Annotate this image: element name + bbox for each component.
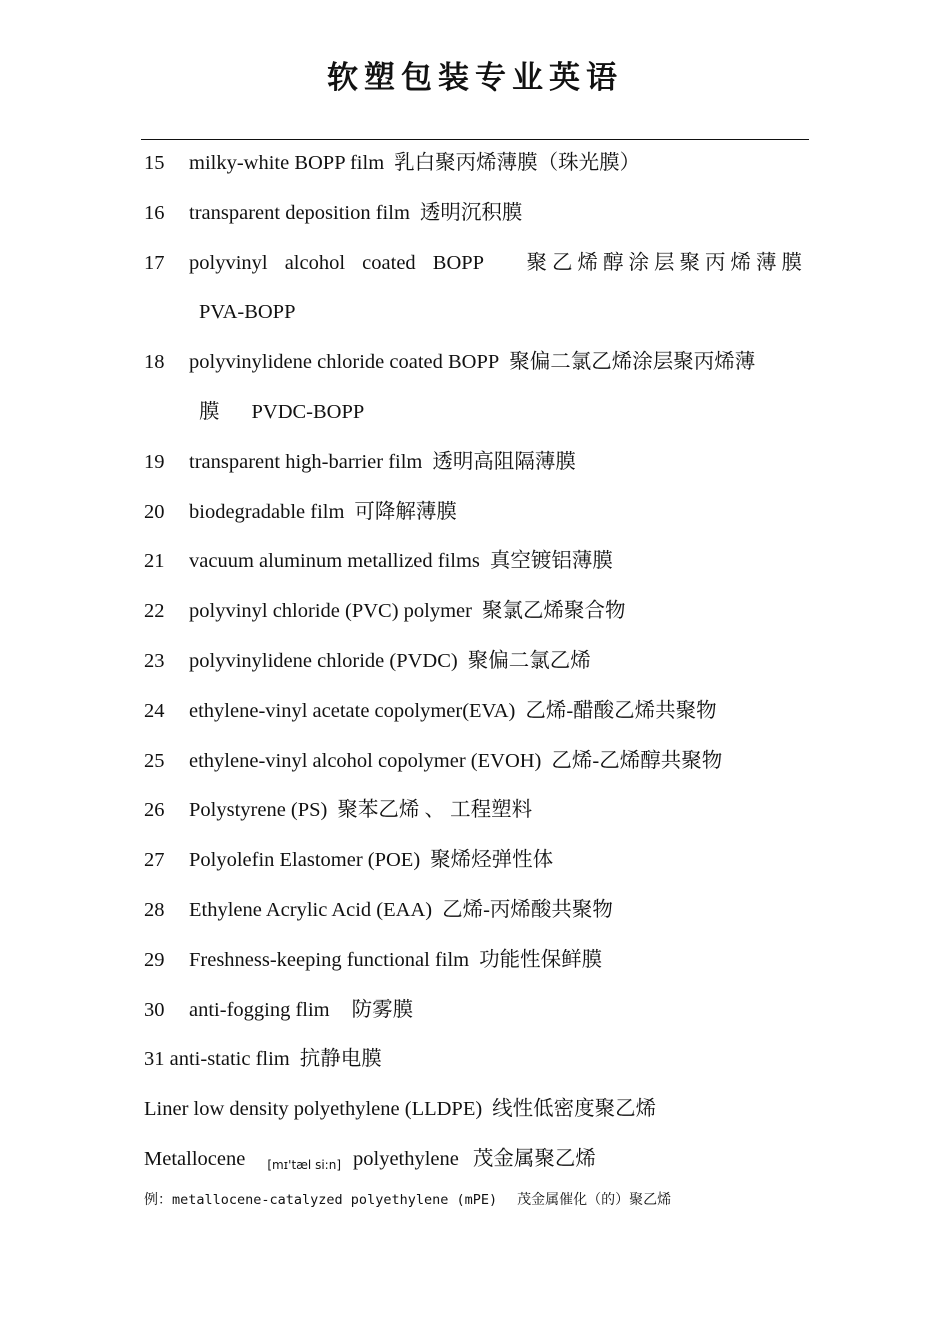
english-term: transparent deposition film: [189, 202, 410, 224]
english-term: polyvinyl chloride (PVC) polymer: [189, 600, 472, 622]
abbreviation: PVA-BOPP: [199, 301, 296, 323]
phonetic-transcription: [mɪ'tæl si:n]: [267, 1158, 341, 1172]
entry-number: 26: [144, 799, 165, 821]
english-term: polyvinylidene chloride coated BOPP: [189, 351, 500, 373]
chinese-term: 透明沉积膜: [419, 202, 523, 224]
english-term: Polystyrene (PS): [189, 799, 328, 821]
term-entry-lldpe: [144, 1094, 809, 1124]
chinese-term: 聚苯乙烯 、 工程塑料: [337, 799, 533, 821]
english-term: 31 anti-static flim: [144, 1048, 290, 1070]
example-english: metallocene-catalyzed polyethylene (mPE): [172, 1192, 498, 1208]
term-entry-23: [144, 646, 809, 676]
chinese-term: 乳白聚丙烯薄膜（珠光膜）: [394, 152, 641, 174]
entry-number: 21: [144, 550, 165, 572]
chinese-term: 乙烯-醋酸乙烯共聚物: [525, 700, 717, 722]
chinese-term: 聚偏二氯乙烯: [467, 650, 591, 672]
entry-number: 24: [144, 700, 165, 722]
english-term: Polyolefin Elastomer (POE): [189, 849, 421, 871]
entry-number: 22: [144, 600, 165, 622]
title-divider: [141, 139, 809, 140]
entry-number: 16: [144, 202, 165, 224]
chinese-term: 聚偏二氯乙烯涂层聚丙烯薄: [509, 351, 756, 373]
entry-number: 20: [144, 501, 165, 523]
chinese-term: 透明高阻隔薄膜: [432, 451, 576, 473]
example-prefix: 例：: [144, 1192, 172, 1208]
term-entry-19: [144, 447, 809, 477]
term-entry-17: [144, 248, 809, 278]
chinese-term: 乙烯-丙烯酸共聚物: [442, 899, 613, 921]
english-term: milky-white BOPP film: [189, 152, 385, 174]
chinese-term: 可降解薄膜: [354, 501, 457, 523]
chinese-term: 抗静电膜: [299, 1048, 382, 1070]
term-entry-17-continuation: [144, 297, 864, 327]
entry-number: 23: [144, 650, 165, 672]
example-note: [144, 1188, 671, 1212]
english-term-suffix: polyethylene: [353, 1148, 459, 1170]
english-term: Liner low density polyethylene (LLDPE): [144, 1098, 483, 1120]
term-entry-18: [144, 347, 809, 377]
chinese-term: 真空镀铝薄膜: [489, 550, 613, 572]
term-entry-21: [144, 546, 809, 576]
english-term: biodegradable film: [189, 501, 345, 523]
example-chinese: 茂金属催化（的）聚乙烯: [517, 1192, 672, 1208]
english-term: Ethylene Acrylic Acid (EAA): [189, 899, 433, 921]
english-term: anti-fogging flim: [189, 999, 330, 1021]
chinese-term: 功能性保鲜膜: [479, 949, 603, 971]
english-term: polyvinyl alcohol coated BOPP: [189, 252, 485, 274]
english-term: ethylene-vinyl alcohol copolymer (EVOH): [189, 750, 542, 772]
chinese-term: 防雾膜: [351, 999, 414, 1021]
english-term: Freshness-keeping functional film: [189, 949, 470, 971]
term-entry-20: [144, 497, 809, 527]
chinese-term: 茂金属聚乙烯: [472, 1148, 596, 1170]
english-term: ethylene-vinyl acetate copolymer(EVA): [189, 700, 516, 722]
term-entry-28: [144, 895, 809, 925]
term-entry-22: [144, 596, 809, 626]
term-entry-31: [144, 1044, 809, 1074]
chinese-term: 乙烯-乙烯醇共聚物: [551, 750, 723, 772]
abbreviation: PVDC-BOPP: [251, 401, 365, 423]
term-entry-25: [144, 746, 809, 776]
entry-number: 29: [144, 949, 165, 971]
term-entry-30: [144, 995, 809, 1025]
term-entry-26: [144, 795, 809, 825]
term-entry-metallocene: [144, 1144, 809, 1176]
entry-number: 25: [144, 750, 165, 772]
entry-number: 18: [144, 351, 165, 373]
term-entry-29: [144, 945, 809, 975]
term-entry-18-continuation: [144, 397, 864, 427]
chinese-term: 聚氯乙烯聚合物: [481, 600, 626, 622]
english-term: Metallocene: [144, 1148, 246, 1170]
entry-number: 19: [144, 451, 165, 473]
chinese-term: 聚乙烯醇涂层聚丙烯薄膜: [526, 252, 807, 274]
entry-number: 28: [144, 899, 165, 921]
term-entry-15: [144, 148, 809, 178]
chinese-term: 聚烯烃弹性体: [430, 849, 554, 871]
entry-number: 30: [144, 999, 165, 1021]
entry-number: 27: [144, 849, 165, 871]
english-term: transparent high-barrier film: [189, 451, 423, 473]
chinese-term-continuation: 膜: [199, 401, 220, 423]
page-title: 软塑包装专业英语: [327, 60, 623, 96]
chinese-term: 线性低密度聚乙烯: [492, 1098, 657, 1120]
term-entry-16: [144, 198, 809, 228]
term-entry-27: [144, 845, 809, 875]
entry-number: 15: [144, 152, 165, 174]
english-term: polyvinylidene chloride (PVDC): [189, 650, 458, 672]
entry-number: 17: [144, 252, 165, 274]
english-term: vacuum aluminum metallized films: [189, 550, 480, 572]
term-entry-24: [144, 696, 809, 726]
